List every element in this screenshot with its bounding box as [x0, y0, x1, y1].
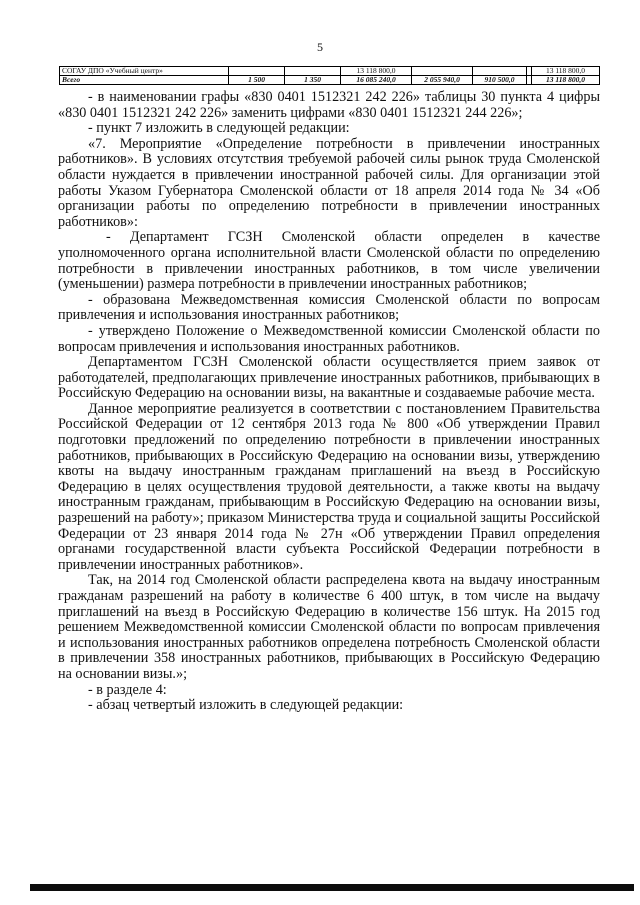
table-cell: 1 350	[285, 76, 341, 85]
table-cell	[285, 67, 341, 76]
table-cell: 910 500,0	[473, 76, 527, 85]
paragraph: «7. Мероприятие «Определение потребности в привлечении иностранных работников». В условиях отсутствия требуемой рабочей силы рынок труда Смоленской области нуждается в привлечении иностранной рабочей силы. Для организации этой работы Указом Губернатора Смоленской области от 18 апреля 2014 года № 34 «Об организации работы по определению потребности в привлечении иностранных работников»:	[58, 135, 600, 230]
table-row	[60, 67, 600, 76]
paragraph: - в разделе 4:	[88, 681, 167, 698]
table-cell-name: Всего	[60, 76, 229, 85]
table-cell	[473, 67, 527, 76]
paragraph: - пункт 7 изложить в следующей редакции:	[88, 120, 350, 137]
paragraph: - Департамент ГСЗН Смоленской области определен в качестве уполномоченного органа исполнительной власти Смоленской области по определению потребности в привлечении иностранных работников, в том числе увеличении (уменьшении) размера потребности в привлечении иностранных работников;	[58, 229, 600, 293]
table-cell: 13 118 800,0	[532, 76, 600, 85]
table-cell	[229, 67, 285, 76]
document-body	[58, 90, 600, 714]
table-row-total	[60, 76, 600, 85]
table-cell: 1 500	[229, 76, 285, 85]
table-cell: 13 118 800,0	[532, 67, 600, 76]
page-number: 5	[317, 40, 323, 54]
table-cell: 16 085 240,0	[341, 76, 412, 85]
paragraph: - утверждено Положение о Межведомственной комиссии Смоленской области по вопросам привлечения и использования иностранных работников.	[58, 322, 600, 355]
paragraph: - образована Межведомственная комиссия Смоленской области по вопросам привлечения и использования иностранных работников;	[58, 291, 600, 324]
paragraph: - в наименовании графы «830 0401 1512321 242 226» таблицы 30 пункта 4 цифры «830 0401 1512321 242 226» заменить цифрами «830 0401 1512321 244 226»;	[58, 89, 600, 121]
paragraph: Данное мероприятие реализуется в соответствии с постановлением Правительства Российской Федерации от 12 сентября 2013 года № 800 «Об утверждении Правил подготовки предложений по определению потребности в привлечении иностранных работников, прибывающих в Российскую Федерацию на основании визы, утверждению квоты на выдачу иностранным гражданам приглашений на въезд в Российскую Федерацию в целях осуществления трудовой деятельности, а также квоты на выдачу иностранным гражданам, прибывающим в Российскую Федерацию на основании визы, разрешений на работу»; приказом Министерства труда и социальной защиты Российской Федерации от 23 января 2014 года № 27н «Об утверждении Правил определения органами государственной власти субъекта Российской Федерации потребности в привлечении иностранных работников».	[58, 400, 600, 573]
table-cell-name: СОГАУ ДПО «Учебный центр»	[60, 67, 229, 76]
paragraph: Так, на 2014 год Смоленской области распределена квота на выдачу иностранным гражданам разрешений на работу в количестве 6 400 штук, в том числе на выдачу приглашений на въезд в Российскую Федерацию в количестве 156 штук. На 2015 год решением Межведомственной комиссии Смоленской области по вопросам привлечения и использования иностранных работников определена потребность Смоленской области в привлечении 358 иностранных работников, прибывающих в Российскую Федерацию на основании визы.»;	[58, 572, 600, 682]
table-cell: 13 118 800,0	[341, 67, 412, 76]
budget-table-fragment	[59, 66, 600, 85]
paragraph: - абзац четвертый изложить в следующей редакции:	[88, 697, 404, 714]
paragraph: Департаментом ГСЗН Смоленской области осуществляется прием заявок от работодателей, предполагающих привлечение иностранных работников, прибывающих в Российскую Федерацию на основании визы, на вакантные и создаваемые рабочие места.	[58, 354, 600, 402]
scan-bottom-bar	[30, 884, 634, 891]
table-cell	[412, 67, 473, 76]
table-cell: 2 055 940,0	[412, 76, 473, 85]
